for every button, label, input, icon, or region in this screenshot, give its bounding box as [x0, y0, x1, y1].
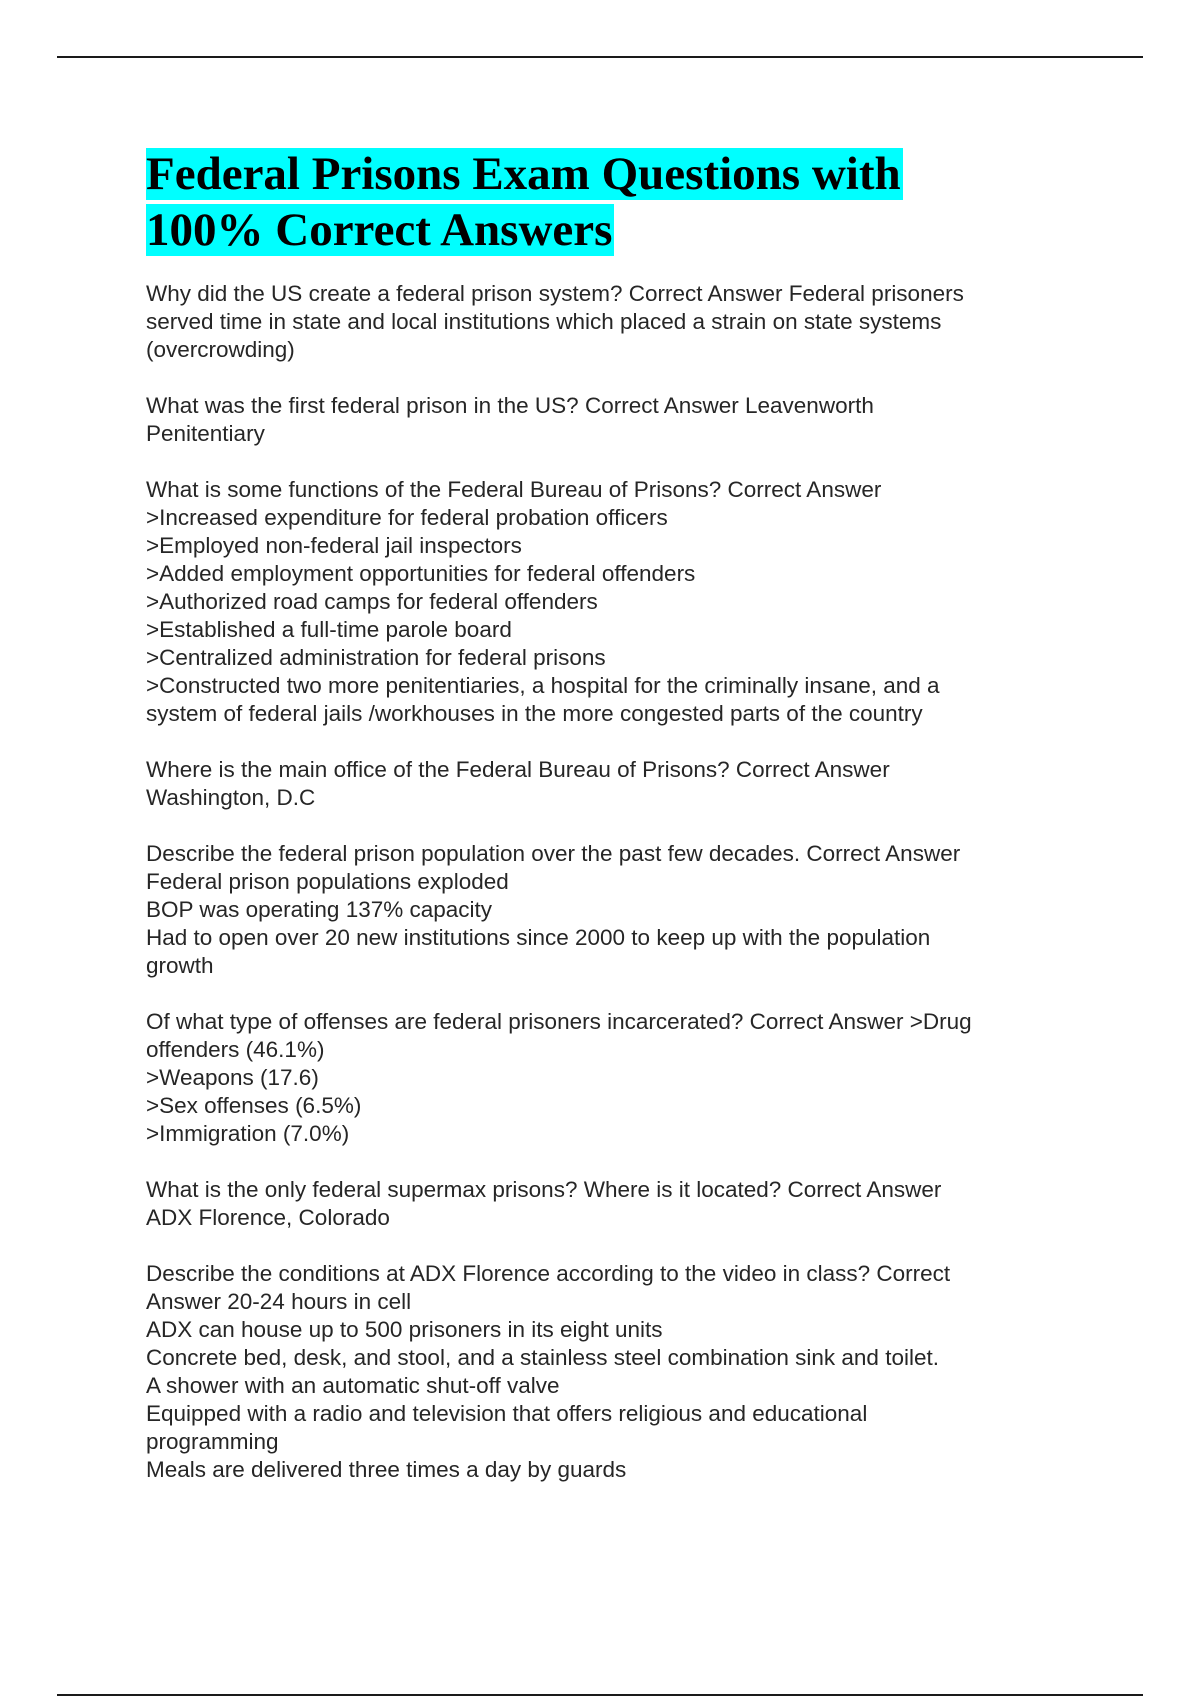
qa-line: >Immigration (7.0%) — [146, 1121, 350, 1146]
qa-item — [146, 280, 1046, 364]
qa-line: BOP was operating 137% capacity — [146, 897, 493, 922]
qa-line: >Centralized administration for federal prisons — [146, 645, 606, 670]
qa-item — [146, 1260, 1046, 1484]
qa-line: served time in state and local institutions which placed a strain on state systems — [146, 309, 942, 334]
title-line-1: Federal Prisons Exam Questions with — [146, 148, 901, 200]
qa-line: system of federal jails /workhouses in the more congested parts of the country — [146, 701, 923, 726]
qa-line: >Established a full-time parole board — [146, 617, 512, 642]
qa-line: >Constructed two more penitentiaries, a hospital for the criminally insane, and a — [146, 673, 940, 698]
title-line-2: 100% Correct Answers — [146, 204, 613, 256]
qa-item — [146, 756, 1046, 812]
qa-line: >Authorized road camps for federal offenders — [146, 589, 598, 614]
qa-line: Had to open over 20 new institutions since 2000 to keep up with the population — [146, 925, 931, 950]
qa-line: Of what type of offenses are federal prisoners incarcerated? Correct Answer >Drug — [146, 1009, 972, 1034]
qa-line: Meals are delivered three times a day by guards — [146, 1457, 627, 1482]
qa-item — [146, 1008, 1046, 1148]
qa-line: What is some functions of the Federal Bureau of Prisons? Correct Answer — [146, 477, 882, 502]
qa-line: Equipped with a radio and television that offers religious and educational — [146, 1401, 868, 1426]
qa-line: Answer 20-24 hours in cell — [146, 1289, 412, 1314]
qa-line: A shower with an automatic shut-off valve — [146, 1373, 560, 1398]
qa-line: Where is the main office of the Federal Bureau of Prisons? Correct Answer — [146, 757, 890, 782]
qa-line: ADX can house up to 500 prisoners in its eight units — [146, 1317, 663, 1342]
qa-line: Washington, D.C — [146, 785, 316, 810]
qa-line: (overcrowding) — [146, 337, 295, 362]
qa-line: programming — [146, 1429, 279, 1454]
bottom-rule — [57, 1694, 1143, 1696]
qa-item — [146, 476, 1046, 728]
qa-line: What is the only federal supermax prisons? Where is it located? Correct Answer — [146, 1177, 942, 1202]
qa-line: >Added employment opportunities for federal offenders — [146, 561, 696, 586]
qa-line: >Sex offenses (6.5%) — [146, 1093, 362, 1118]
qa-item — [146, 1176, 1046, 1232]
top-rule — [57, 56, 1143, 58]
qa-line: Concrete bed, desk, and stool, and a stainless steel combination sink and toilet. — [146, 1345, 939, 1370]
qa-line: Federal prison populations exploded — [146, 869, 509, 894]
qa-line: What was the first federal prison in the US? Correct Answer Leavenworth — [146, 393, 874, 418]
qa-item — [146, 840, 1046, 980]
qa-item — [146, 392, 1046, 448]
document-body — [146, 146, 1046, 1512]
qa-list — [146, 280, 1046, 1484]
document-title — [146, 146, 1046, 258]
qa-line: >Weapons (17.6) — [146, 1065, 319, 1090]
qa-line: >Employed non-federal jail inspectors — [146, 533, 522, 558]
qa-line: ADX Florence, Colorado — [146, 1205, 390, 1230]
qa-line: >Increased expenditure for federal probation officers — [146, 505, 668, 530]
qa-line: growth — [146, 953, 214, 978]
qa-line: offenders (46.1%) — [146, 1037, 325, 1062]
qa-line: Describe the federal prison population over the past few decades. Correct Answer — [146, 841, 961, 866]
qa-line: Penitentiary — [146, 421, 265, 446]
qa-line: Why did the US create a federal prison system? Correct Answer Federal prisoners — [146, 281, 964, 306]
qa-line: Describe the conditions at ADX Florence according to the video in class? Correct — [146, 1261, 951, 1286]
